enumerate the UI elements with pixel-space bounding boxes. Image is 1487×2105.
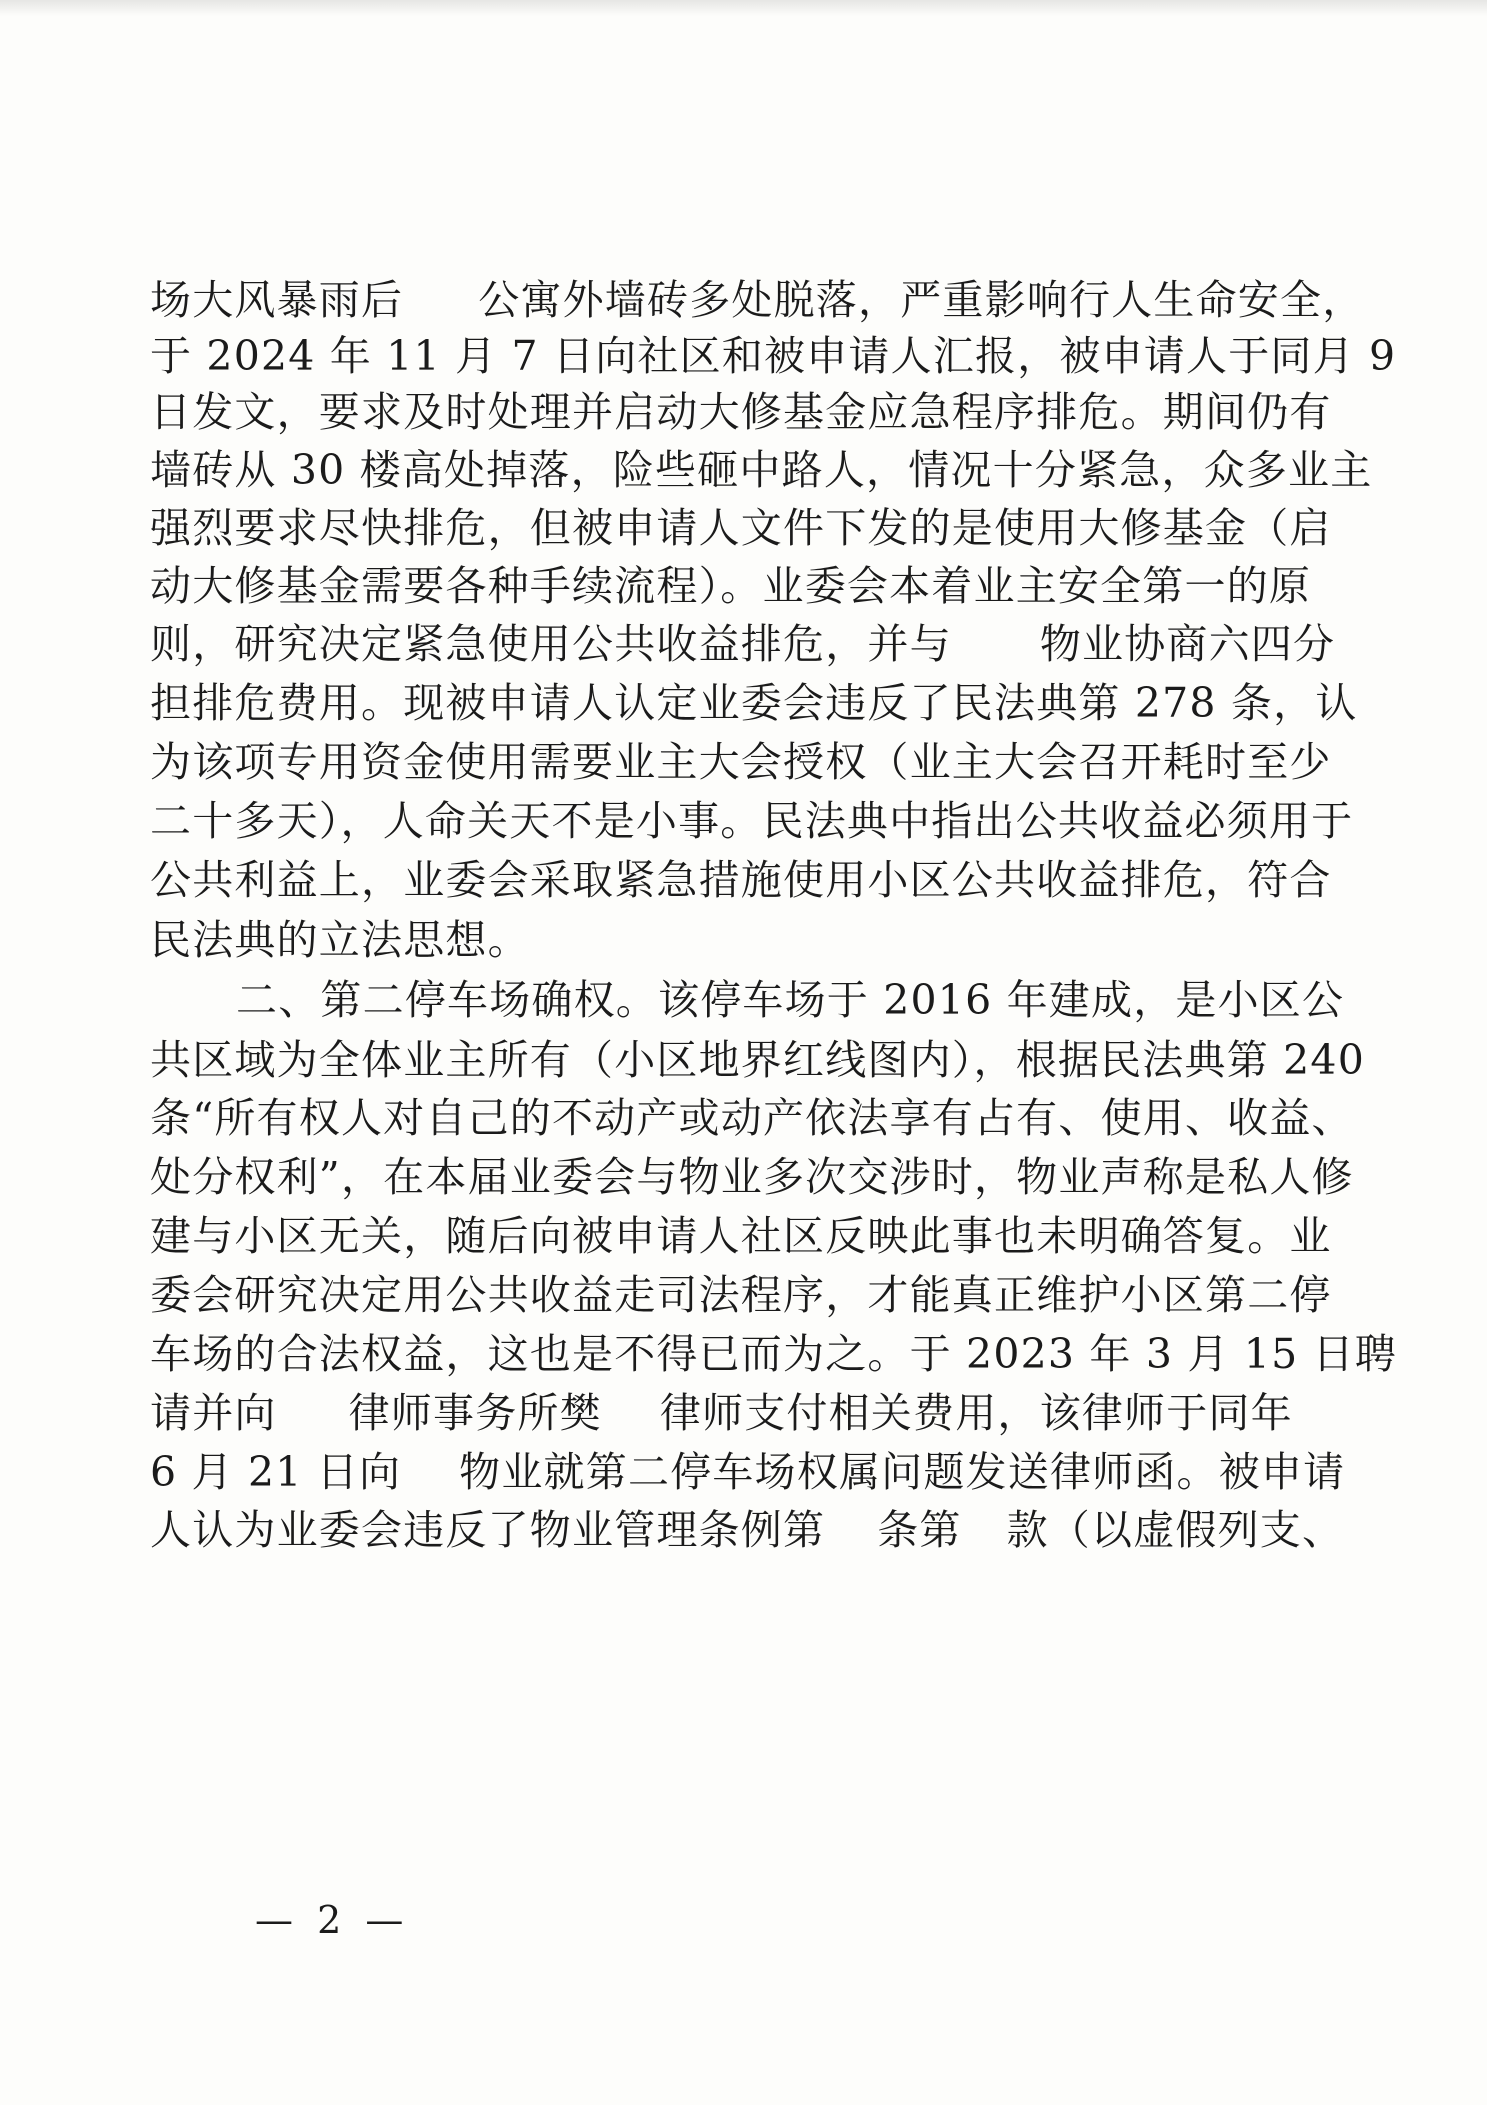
line-19-text: 车场的合法权益，这也是不得已而为之。于 2023 年 3 月 15 日聘: [150, 1330, 1397, 1378]
line-3-text: 日发文，要求及时处理并启动大修基金应急程序排危。期间仍有: [150, 388, 1332, 436]
line-22-part-3: 款（以虚假列支、: [1006, 1506, 1345, 1554]
text-line-11: [150, 850, 1332, 910]
text-line-13-section-heading: [236, 970, 1344, 1030]
line-13-text: 二、第二停车场确权。该停车场于 2016 年建成，是小区公: [236, 976, 1345, 1024]
text-line-22: [150, 1500, 1344, 1560]
line-21-part-1: 6 月 21 日向: [150, 1448, 402, 1496]
line-1-part-1: 场大风暴雨后: [150, 276, 404, 324]
text-line-21: [150, 1442, 1345, 1502]
text-line-4: [150, 440, 1372, 500]
page-number: — 2 —: [255, 1898, 410, 1942]
line-2-text: 于 2024 年 11 月 7 日向社区和被申请人汇报，被申请人于同月 9: [150, 332, 1397, 380]
text-line-3: [150, 382, 1332, 442]
line-5-text: 强烈要求尽快排危，但被申请人文件下发的是使用大修基金（启: [150, 504, 1332, 552]
line-9-text: 为该项专用资金使用需要业主大会授权（业主大会召开耗时至少: [150, 738, 1332, 786]
line-10-text: 二十多天），人命关天不是小事。民法典中指出公共收益必须用于: [150, 797, 1354, 845]
text-line-9: [150, 732, 1332, 792]
text-line-17: [150, 1206, 1332, 1266]
line-4-text: 墙砖从 30 楼高处掉落，险些砸中路人，情况十分紧急，众多业主: [150, 446, 1373, 494]
line-8-text: 担排危费用。现被申请人认定业委会违反了民法典第 278 条，认: [150, 679, 1358, 727]
text-line-18: [150, 1265, 1332, 1325]
line-20-part-1: 请并向: [150, 1389, 277, 1437]
text-line-12: [150, 910, 530, 970]
line-16-text: 处分权利”，在本届业委会与物业多次交涉时，物业声称是私人修: [150, 1153, 1354, 1201]
text-line-7: [150, 614, 1335, 674]
line-22-part-1: 人认为业委会违反了物业管理条例第: [150, 1506, 826, 1554]
line-12-text: 民法典的立法思想。: [150, 916, 530, 964]
text-line-1: [150, 270, 1364, 330]
text-line-10: [150, 791, 1353, 851]
text-line-16: [150, 1147, 1354, 1207]
line-21-part-2: 物业就第二停车场权属问题发送律师函。被申请: [459, 1448, 1346, 1496]
line-15-text: 条“所有权人对自己的不动产或动产依法享有占有、使用、收益、: [150, 1094, 1354, 1142]
text-line-2: [150, 326, 1396, 386]
line-1-part-2: 公寓外墙砖多处脱落，严重影响行人生命安全，: [478, 276, 1365, 324]
text-line-19: [150, 1324, 1397, 1384]
text-line-20: [150, 1383, 1293, 1443]
line-14-text: 共区域为全体业主所有（小区地界红线图内），根据民法典第 240: [150, 1036, 1365, 1084]
line-11-text: 公共利益上，业委会采取紧急措施使用小区公共收益排危，符合: [150, 856, 1332, 904]
line-18-text: 委会研究决定用公共收益走司法程序，才能真正维护小区第二停: [150, 1271, 1332, 1319]
line-20-part-2: 律师事务所樊: [348, 1389, 602, 1437]
line-6-text: 动大修基金需要各种手续流程）。业委会本着业主安全第一的原: [150, 562, 1312, 610]
text-line-6: [150, 556, 1311, 616]
text-line-15: [150, 1088, 1354, 1148]
line-17-text: 建与小区无关，随后向被申请人社区反映此事也未明确答复。业: [150, 1212, 1332, 1260]
line-7-part-2: 物业协商六四分: [1039, 620, 1336, 668]
line-7-part-1: 则，研究决定紧急使用公共收益排危，并与: [150, 620, 952, 668]
text-line-14: [150, 1030, 1365, 1090]
line-20-part-3: 律师支付相关费用，该律师于同年: [659, 1389, 1293, 1437]
line-22-part-2: 条第: [877, 1506, 962, 1554]
text-line-5: [150, 498, 1332, 558]
text-line-8: [150, 673, 1358, 733]
